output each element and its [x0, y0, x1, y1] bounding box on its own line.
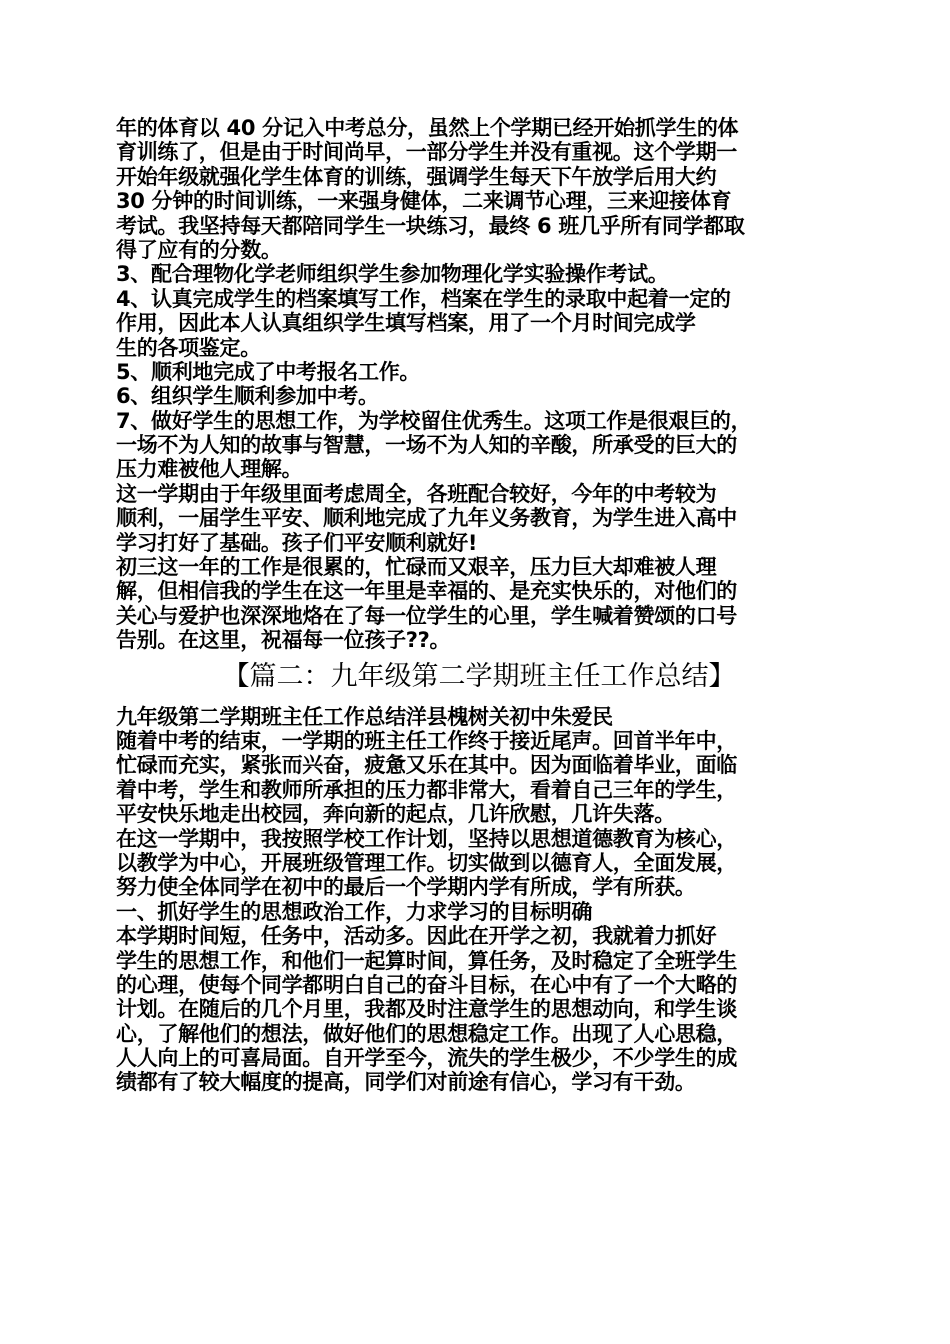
body-text-line: 学生的思想工作，和他们一起算时间，算任务，及时稳定了全班学生: [116, 948, 737, 973]
body-text-line: 解，但相信我的学生在这一年里是幸福的、是充实快乐的，对他们的: [116, 579, 737, 604]
body-text-line: 绩都有了较大幅度的提高，同学们对前途有信心，学习有干劲。: [116, 1070, 696, 1095]
body-text-line: 告别。在这里，祝福每一位孩子??。: [116, 628, 451, 653]
list-item-5: 5、顺利地完成了中考报名工作。: [116, 359, 421, 384]
list-item-7: 7、做好学生的思想工作，为学校留住优秀生。这项工作是很艰巨的，: [116, 408, 752, 433]
body-text-line: 30 分钟的时间训练，一来强身健体，二来调节心理，三来迎接体育: [116, 189, 732, 214]
body-text-line: 育训练了，但是由于时间尚早，一部分学生并没有重视。这个学期一: [116, 140, 737, 165]
article-heading: 九年级第二学期班主任工作总结洋县槐树关初中朱爱民: [116, 704, 613, 729]
subsection-heading: 一、抓好学生的思想政治工作，力求学习的目标明确: [116, 899, 593, 924]
body-text-line: 人人向上的可喜局面。自开学至今，流失的学生极少，不少学生的成: [116, 1046, 737, 1071]
body-text-line: 心，了解他们的想法，做好他们的思想稳定工作。出现了人心思稳，: [116, 1021, 737, 1046]
body-text-line: 年的体育以 40 分记入中考总分，虽然上个学期已经开始抓学生的体: [116, 116, 739, 140]
body-text-line: 随着中考的结束，一学期的班主任工作终于接近尾声。回首半年中，: [116, 728, 737, 753]
body-text-line: 顺利，一届学生平安、顺利地完成了九年义务教育，为学生进入高中: [116, 506, 737, 531]
section-title: 【篇二：九年级第二学期班主任工作总结】: [222, 660, 736, 692]
body-text-line: 平安快乐地走出校园，奔向新的起点，几许欣慰，几许失落。: [116, 802, 675, 827]
body-text-line: 作用，因此本人认真组织学生填写档案，用了一个月时间完成学: [116, 311, 696, 336]
body-text-line: 得了应有的分数。: [116, 237, 282, 262]
list-item-6: 6、组织学生顺利参加中考。: [116, 384, 379, 409]
list-item-4: 4、认真完成学生的档案填写工作，档案在学生的录取中起着一定的: [116, 286, 731, 311]
body-text-line: 努力使全体同学在初中的最后一个学期内学有所成，学有所获。: [116, 875, 696, 900]
body-text-line: 考试。我坚持每天都陪同学生一块练习，最终 6 班几乎所有同学都取: [116, 213, 745, 238]
body-text-line: 在这一学期中，我按照学校工作计划，坚持以思想道德教育为核心，: [116, 826, 737, 851]
body-text-line: 计划。在随后的几个月里，我都及时注意学生的思想动向，和学生谈: [116, 997, 737, 1022]
body-text-line: 着中考，学生和教师所承担的压力都非常大，看着自己三年的学生，: [116, 777, 737, 802]
body-text-line: 关心与爱护也深深地烙在了每一位学生的心里，学生喊着赞颂的口号: [116, 603, 737, 628]
body-text-line: 压力难被他人理解。: [116, 457, 303, 482]
body-text-line: 开始年级就强化学生体育的训练，强调学生每天下午放学后用大约: [116, 164, 717, 189]
body-text-line: 一场不为人知的故事与智慧，一场不为人知的辛酸，所承受的巨大的: [116, 433, 737, 458]
body-text-line: 这一学期由于年级里面考虑周全，各班配合较好，今年的中考较为: [116, 481, 717, 506]
body-text-line: 以教学为中心，开展班级管理工作。切实做到以德育人，全面发展，: [116, 850, 737, 875]
list-item-3: 3、配合理物化学老师组织学生参加物理化学实验操作考试。: [116, 262, 669, 287]
body-text-line: 本学期时间短，任务中，活动多。因此在开学之初，我就着力抓好: [116, 924, 717, 949]
body-text-line: 生的各项鉴定。: [116, 335, 261, 360]
body-text-line: 忙碌而充实，紧张而兴奋，疲惫又乐在其中。因为面临着毕业，面临: [116, 753, 737, 778]
document-body: [116, 116, 842, 1095]
body-text-line: 初三这一年的工作是很累的，忙碌而又艰辛，压力巨大却难被人理: [116, 555, 717, 580]
body-text-line: 的心理，使每个同学都明白自己的奋斗目标，在心中有了一个大略的: [116, 972, 737, 997]
body-text-line: 学习打好了基础。孩子们平安顺利就好!: [116, 530, 478, 555]
